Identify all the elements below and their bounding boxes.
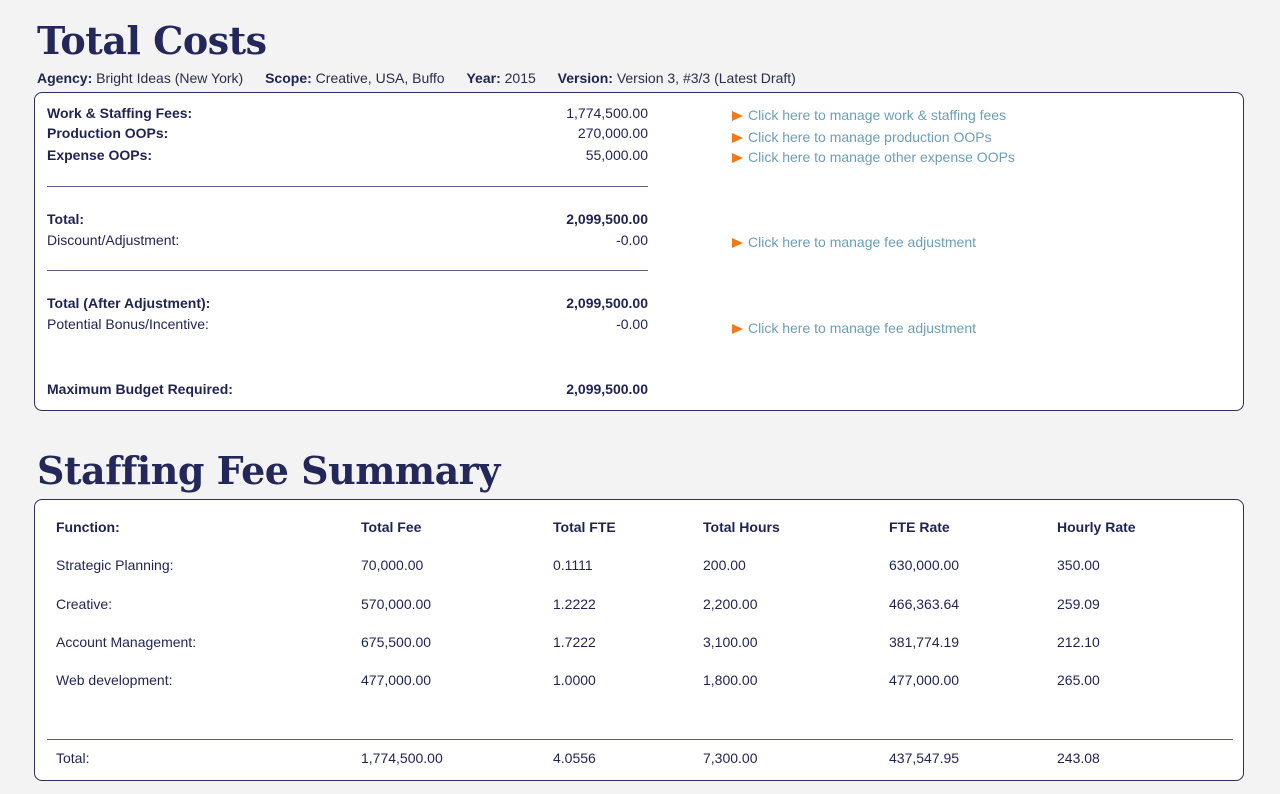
row-value: 2,099,500.00 [566, 211, 648, 227]
row-label: Work & Staffing Fees: [47, 105, 193, 121]
row-value: 2,099,500.00 [566, 381, 648, 397]
table-cell: 381,774.19 [889, 634, 960, 650]
table-cell: 630,000.00 [889, 557, 960, 573]
total-costs-panel [34, 92, 1244, 411]
table-cell: Strategic Planning: [56, 557, 174, 573]
table-cell: 466,363.64 [889, 596, 960, 612]
column-header-total-hours: Total Hours [703, 519, 780, 535]
table-cell: 477,000.00 [361, 672, 432, 688]
table-divider [47, 739, 1233, 740]
table-cell: 477,000.00 [889, 672, 960, 688]
scope-info [265, 70, 445, 86]
table-total-cell: 437,547.95 [889, 750, 960, 766]
table-total-cell: 243.08 [1057, 750, 1100, 766]
agency-value: Bright Ideas (New York) [96, 70, 244, 86]
table-cell: 212.10 [1057, 634, 1100, 650]
version-value: Version 3, #3/3 (Latest Draft) [616, 70, 796, 86]
table-cell: 350.00 [1057, 557, 1100, 573]
scope-value: Creative, USA, Buffo [315, 70, 445, 86]
table-cell: Web development: [56, 672, 173, 688]
table-cell: 1.7222 [553, 634, 596, 650]
page-title: Total Costs [37, 18, 267, 63]
column-header-function: Function: [56, 519, 120, 535]
link-label: Click here to manage fee adjustment [748, 320, 977, 336]
table-cell: 200.00 [703, 557, 746, 573]
row-label: Expense OOPs: [47, 147, 153, 163]
link-label: Click here to manage production OOPs [748, 129, 992, 145]
row-label: Potential Bonus/Incentive: [47, 316, 209, 332]
section-title: Staffing Fee Summary [37, 448, 500, 493]
row-label: Discount/Adjustment: [47, 232, 180, 248]
table-total-cell: 1,774,500.00 [361, 750, 443, 766]
divider [47, 186, 648, 187]
row-value: 270,000.00 [577, 125, 648, 141]
table-cell: 675,500.00 [361, 634, 432, 650]
column-header-hourly-rate: Hourly Rate [1057, 519, 1136, 535]
year-value: 2015 [504, 70, 536, 86]
manage-production-oops-link[interactable] [732, 128, 992, 146]
arrow-right-icon [732, 133, 743, 143]
table-cell: 3,100.00 [703, 634, 758, 650]
version-label: Version: [557, 70, 613, 86]
arrow-right-icon [732, 111, 743, 121]
table-cell: 70,000.00 [361, 557, 424, 573]
table-cell: 265.00 [1057, 672, 1100, 688]
arrow-right-icon [732, 153, 743, 163]
column-header-total-fee: Total Fee [361, 519, 422, 535]
column-header-total-fte: Total FTE [553, 519, 616, 535]
staffing-fee-summary-table [34, 499, 1244, 781]
manage-expense-oops-link[interactable] [732, 148, 1015, 166]
table-cell: Account Management: [56, 634, 197, 650]
table-cell: 1.0000 [553, 672, 596, 688]
row-label: Total: [47, 211, 85, 227]
year-label: Year: [466, 70, 501, 86]
manage-work-staffing-fees-link[interactable] [732, 106, 1006, 124]
table-cell: 1.2222 [553, 596, 596, 612]
manage-fee-adjustment-link[interactable] [732, 233, 976, 251]
row-value: 1,774,500.00 [566, 105, 648, 121]
table-cell: 259.09 [1057, 596, 1100, 612]
table-total-cell: 7,300.00 [703, 750, 758, 766]
link-label: Click here to manage work & staffing fees [748, 107, 1007, 123]
table-total-cell: 4.0556 [553, 750, 596, 766]
divider [47, 270, 648, 271]
manage-bonus-adjustment-link[interactable] [732, 319, 976, 337]
arrow-right-icon [732, 324, 743, 334]
table-cell: 570,000.00 [361, 596, 432, 612]
row-value: 55,000.00 [585, 147, 648, 163]
agency-info [37, 70, 243, 86]
version-info [558, 70, 796, 86]
row-label: Production OOPs: [47, 125, 169, 141]
column-header-fte-rate: FTE Rate [889, 519, 950, 535]
agency-label: Agency: [37, 70, 93, 86]
arrow-right-icon [732, 238, 743, 248]
row-value: 2,099,500.00 [566, 295, 648, 311]
scope-label: Scope: [265, 70, 312, 86]
table-cell: 1,800.00 [703, 672, 758, 688]
link-label: Click here to manage other expense OOPs [748, 149, 1015, 165]
scope-meta-bar [37, 70, 814, 86]
year-info [466, 70, 535, 86]
table-cell: 0.1111 [553, 557, 593, 573]
table-cell: 2,200.00 [703, 596, 758, 612]
row-value: -0.00 [616, 232, 648, 248]
link-label: Click here to manage fee adjustment [748, 234, 977, 250]
row-value: -0.00 [616, 316, 648, 332]
row-label: Maximum Budget Required: [47, 381, 233, 397]
table-total-cell: Total: [56, 750, 90, 766]
table-cell: Creative: [56, 596, 113, 612]
row-label: Total (After Adjustment): [47, 295, 211, 311]
